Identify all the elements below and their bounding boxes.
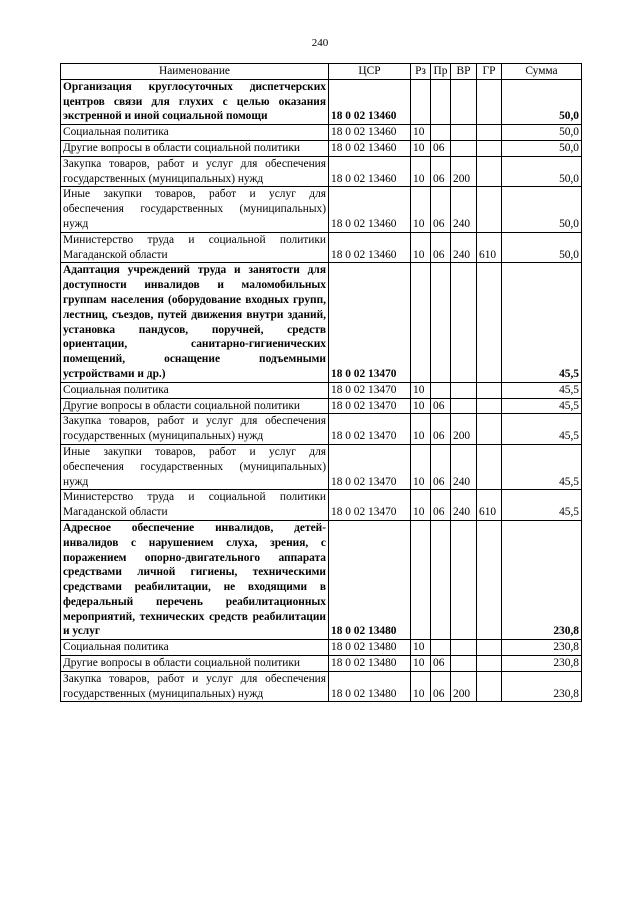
row-sum: 230,8 xyxy=(502,640,582,656)
row-name: Другие вопросы в области социальной политики xyxy=(61,656,329,672)
table-row xyxy=(61,187,582,232)
row-csr: 18 0 02 13480 xyxy=(329,520,411,639)
row-name: Другие вопросы в области социальной политики xyxy=(61,140,329,156)
row-rz: 10 xyxy=(411,156,431,187)
column-header-csr: ЦСР xyxy=(329,64,411,80)
row-pr: 06 xyxy=(431,187,451,232)
row-pr: 06 xyxy=(431,671,451,702)
row-vr: 240 xyxy=(451,187,477,232)
row-vr xyxy=(451,140,477,156)
row-pr xyxy=(431,520,451,639)
column-header-sum: Сумма xyxy=(502,64,582,80)
row-pr: 06 xyxy=(431,444,451,489)
row-gr xyxy=(477,444,502,489)
row-pr xyxy=(431,640,451,656)
column-header-name: Наименование xyxy=(61,64,329,80)
table-row xyxy=(61,671,582,702)
row-sum: 50,0 xyxy=(502,187,582,232)
row-rz: 10 xyxy=(411,640,431,656)
row-sum: 45,5 xyxy=(502,444,582,489)
column-header-pr: Пр xyxy=(431,64,451,80)
row-gr xyxy=(477,640,502,656)
table-header-row xyxy=(61,64,582,80)
row-pr: 06 xyxy=(431,156,451,187)
table-row xyxy=(61,125,582,141)
row-sum: 230,8 xyxy=(502,671,582,702)
row-name: Социальная политика xyxy=(61,382,329,398)
row-pr: 06 xyxy=(431,398,451,414)
row-vr: 200 xyxy=(451,671,477,702)
row-pr: 06 xyxy=(431,232,451,263)
row-sum: 50,0 xyxy=(502,125,582,141)
row-vr xyxy=(451,398,477,414)
row-sum: 50,0 xyxy=(502,79,582,124)
row-gr xyxy=(477,156,502,187)
row-vr xyxy=(451,125,477,141)
table-row xyxy=(61,263,582,382)
row-gr xyxy=(477,140,502,156)
row-csr: 18 0 02 13470 xyxy=(329,398,411,414)
row-rz: 10 xyxy=(411,187,431,232)
row-csr: 18 0 02 13470 xyxy=(329,490,411,521)
row-name: Министерство труда и социальной политики Магаданской области xyxy=(61,232,329,263)
row-rz: 10 xyxy=(411,140,431,156)
row-sum: 45,5 xyxy=(502,398,582,414)
row-vr xyxy=(451,520,477,639)
row-pr: 06 xyxy=(431,414,451,445)
row-csr: 18 0 02 13480 xyxy=(329,640,411,656)
row-sum: 45,5 xyxy=(502,263,582,382)
row-gr xyxy=(477,671,502,702)
row-csr: 18 0 02 13460 xyxy=(329,156,411,187)
row-rz: 10 xyxy=(411,490,431,521)
row-gr xyxy=(477,656,502,672)
row-csr: 18 0 02 13480 xyxy=(329,671,411,702)
column-header-rz: Рз xyxy=(411,64,431,80)
row-gr xyxy=(477,125,502,141)
table-row xyxy=(61,444,582,489)
row-sum: 50,0 xyxy=(502,156,582,187)
row-csr: 18 0 02 13480 xyxy=(329,656,411,672)
row-pr: 06 xyxy=(431,490,451,521)
row-vr: 200 xyxy=(451,156,477,187)
row-sum: 50,0 xyxy=(502,232,582,263)
row-name: Адаптация учреждений труда и занятости для доступности инвалидов и маломобильных группам населения (оборудование входных групп, лестниц, съездов, путей движения внутри зданий, установка пандусов, поручней, средств ориентации, санитарно-гигиенических помещений, оснащение подъемными устройствами и др.) xyxy=(61,263,329,382)
row-rz xyxy=(411,263,431,382)
row-rz: 10 xyxy=(411,382,431,398)
row-vr xyxy=(451,382,477,398)
page-number: 240 xyxy=(311,37,329,49)
row-csr: 18 0 02 13460 xyxy=(329,187,411,232)
row-gr: 610 xyxy=(477,490,502,521)
row-name: Закупка товаров, работ и услуг для обеспечения государственных (муниципальных) нужд xyxy=(61,156,329,187)
row-name: Закупка товаров, работ и услуг для обеспечения государственных (муниципальных) нужд xyxy=(61,671,329,702)
row-name: Иные закупки товаров, работ и услуг для обеспечения государственных (муниципальных) нужд xyxy=(61,187,329,232)
row-pr xyxy=(431,263,451,382)
row-rz: 10 xyxy=(411,125,431,141)
row-csr: 18 0 02 13470 xyxy=(329,444,411,489)
row-pr xyxy=(431,79,451,124)
table-row xyxy=(61,140,582,156)
row-rz xyxy=(411,520,431,639)
row-vr xyxy=(451,79,477,124)
column-header-gr: ГР xyxy=(477,64,502,80)
table-row xyxy=(61,156,582,187)
column-header-vr: ВР xyxy=(451,64,477,80)
row-vr: 200 xyxy=(451,414,477,445)
row-gr xyxy=(477,79,502,124)
row-sum: 50,0 xyxy=(502,140,582,156)
row-rz: 10 xyxy=(411,671,431,702)
budget-table xyxy=(60,63,582,702)
row-name: Социальная политика xyxy=(61,125,329,141)
row-sum: 45,5 xyxy=(502,490,582,521)
row-sum: 230,8 xyxy=(502,520,582,639)
row-sum: 45,5 xyxy=(502,414,582,445)
row-rz xyxy=(411,79,431,124)
row-gr xyxy=(477,263,502,382)
row-name: Организация круглосуточных диспетчерских центров связи для глухих с целью оказания экстренной и иной социальной помощи xyxy=(61,79,329,124)
row-rz: 10 xyxy=(411,444,431,489)
row-vr: 240 xyxy=(451,444,477,489)
row-csr: 18 0 02 13470 xyxy=(329,382,411,398)
row-name: Адресное обеспечение инвалидов, детей-инвалидов с нарушением слуха, зрения, с поражением опорно-двигательного аппарата средствами личной гигиены, техническими средствами реабилитации, не входящими в федеральный перечень реабилитационных мероприятий, технических средств реабилитации и услуг xyxy=(61,520,329,639)
row-sum: 45,5 xyxy=(502,382,582,398)
row-pr xyxy=(431,125,451,141)
row-gr xyxy=(477,520,502,639)
row-sum: 230,8 xyxy=(502,656,582,672)
row-csr: 18 0 02 13460 xyxy=(329,232,411,263)
row-vr: 240 xyxy=(451,232,477,263)
row-csr: 18 0 02 13470 xyxy=(329,414,411,445)
row-vr xyxy=(451,640,477,656)
row-vr: 240 xyxy=(451,490,477,521)
row-pr: 06 xyxy=(431,140,451,156)
row-pr xyxy=(431,382,451,398)
row-csr: 18 0 02 13460 xyxy=(329,79,411,124)
row-csr: 18 0 02 13460 xyxy=(329,140,411,156)
row-gr xyxy=(477,187,502,232)
row-rz: 10 xyxy=(411,656,431,672)
table-row xyxy=(61,656,582,672)
row-gr: 610 xyxy=(477,232,502,263)
row-name: Иные закупки товаров, работ и услуг для обеспечения государственных (муниципальных) нужд xyxy=(61,444,329,489)
row-gr xyxy=(477,382,502,398)
row-name: Социальная политика xyxy=(61,640,329,656)
row-rz: 10 xyxy=(411,414,431,445)
row-name: Другие вопросы в области социальной политики xyxy=(61,398,329,414)
table-row xyxy=(61,232,582,263)
row-csr: 18 0 02 13460 xyxy=(329,125,411,141)
table-row xyxy=(61,520,582,639)
row-gr xyxy=(477,414,502,445)
table-row xyxy=(61,640,582,656)
row-rz: 10 xyxy=(411,398,431,414)
table-row xyxy=(61,382,582,398)
row-csr: 18 0 02 13470 xyxy=(329,263,411,382)
row-name: Министерство труда и социальной политики Магаданской области xyxy=(61,490,329,521)
row-rz: 10 xyxy=(411,232,431,263)
row-name: Закупка товаров, работ и услуг для обеспечения государственных (муниципальных) нужд xyxy=(61,414,329,445)
row-gr xyxy=(477,398,502,414)
row-vr xyxy=(451,656,477,672)
table-row xyxy=(61,398,582,414)
row-pr: 06 xyxy=(431,656,451,672)
row-vr xyxy=(451,263,477,382)
table-row xyxy=(61,414,582,445)
table-row xyxy=(61,490,582,521)
table-row xyxy=(61,79,582,124)
